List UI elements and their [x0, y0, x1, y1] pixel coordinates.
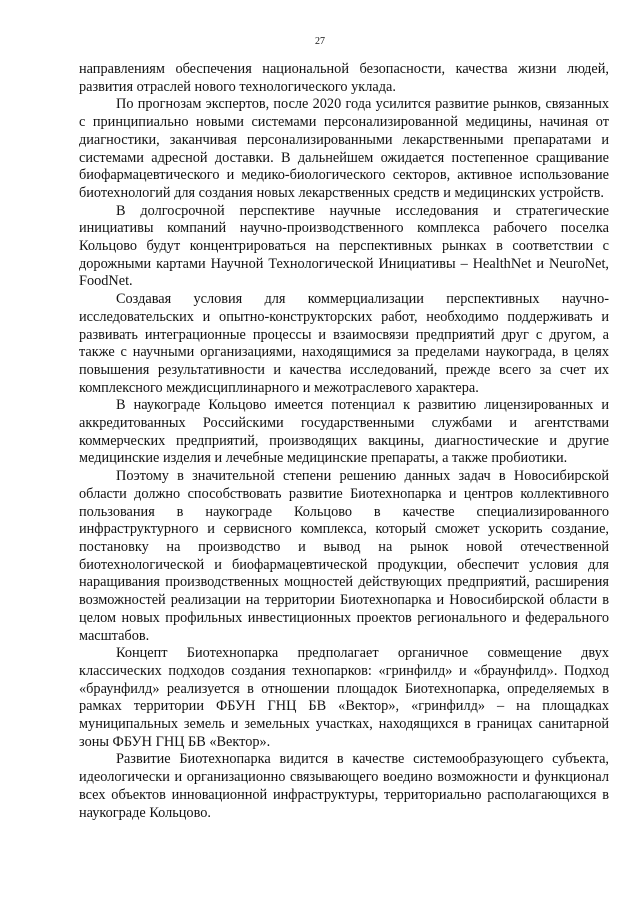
- paragraph-commercialization: Создавая условия для коммерциализации перспективных научно-исследовательских и опытно-конструкторских работ, необходимо поддерживать и развивать интеграционные процессы и взаимосвязи предприятий друг с другом, а также с научными организациями, находящимися за пределами наукограда, в целях повышения результативности и качества исследований, прежде всего за счет их комплексного междисциплинарного и межотраслевого характера.: [79, 291, 609, 396]
- paragraph-biotechpark-role: Развитие Биотехнопарка видится в качестве системообразующего субъекта, идеологически и организационно связывающего воедино возможности и функционал всех объектов инновационной инфраструктуры, территориально располагающихся в наукограде Кольцово.: [79, 751, 609, 821]
- paragraph-biotechpark-concept: Концепт Биотехнопарка предполагает органичное совмещение двух классических подходов создания технопарков: «гринфилд» и «браунфилд». Подход «браунфилд» реализуется в отношении площадок Биотехнопарка, определяемых в рамках территории ФБУН ГНЦ БВ «Вектор», «гринфилд» – на площадках муниципальных земель и земельных участках, находящихся в границах санитарной зоны ФБУН ГНЦ БВ «Вектор».: [79, 645, 609, 750]
- document-body: [79, 61, 609, 822]
- paragraph-expert-forecast: По прогнозам экспертов, после 2020 года усилится развитие рынков, связанных с принципиально новыми системами персонализированной медицины, начиная от диагностики, заканчивая персонализированными лекарственными препаратами и системами адресной доставки. В дальнейшем ожидается постепенное сращивание биофармацевтического и медико-биологического секторов, активное использование биотехнологий для создания новых лекарственных средств и медицинских устройств.: [79, 96, 609, 201]
- page-number: 27: [315, 36, 325, 47]
- paragraph-naukograd-potential: В наукограде Кольцово имеется потенциал к развитию лицензированных и аккредитованных Российскими государственными службами и агентствами коммерческих предприятий, производящих вакцины, диагностические и другие медицинские изделия и лечебные медицинские препараты, а также пробиотики.: [79, 397, 609, 467]
- paragraph-long-term-perspective: В долгосрочной перспективе научные исследования и стратегические инициативы компаний научно-производственного комплекса рабочего поселка Кольцово будут концентрироваться на перспективных рынках в соответствии с дорожными картами Научной Технологической Инициативы – HealthNet и NeuroNet, FoodNet.: [79, 202, 609, 290]
- paragraph-continuation: направлениям обеспечения национальной безопасности, качества жизни людей, развития отраслей нового технологического уклада.: [79, 61, 609, 95]
- paragraph-biotechpark-development: Поэтому в значительной степени решению данных задач в Новосибирской области должно способствовать развитие Биотехнопарка и центров коллективного пользования в наукограде Кольцово в качестве специализированного инфраструктурного и сервисного комплекса, который сможет ускорить создание, постановку на производство и вывод на рынок новой отечественной биотехнологической и биофармацевтической продукции, обеспечит условия для наращивания производственных мощностей действующих предприятий, расширения возможностей реализации на территории Биотехнопарка и Новосибирской области в целом новых профильных инвестиционных проектов регионального и федерального масштабов.: [79, 468, 609, 644]
